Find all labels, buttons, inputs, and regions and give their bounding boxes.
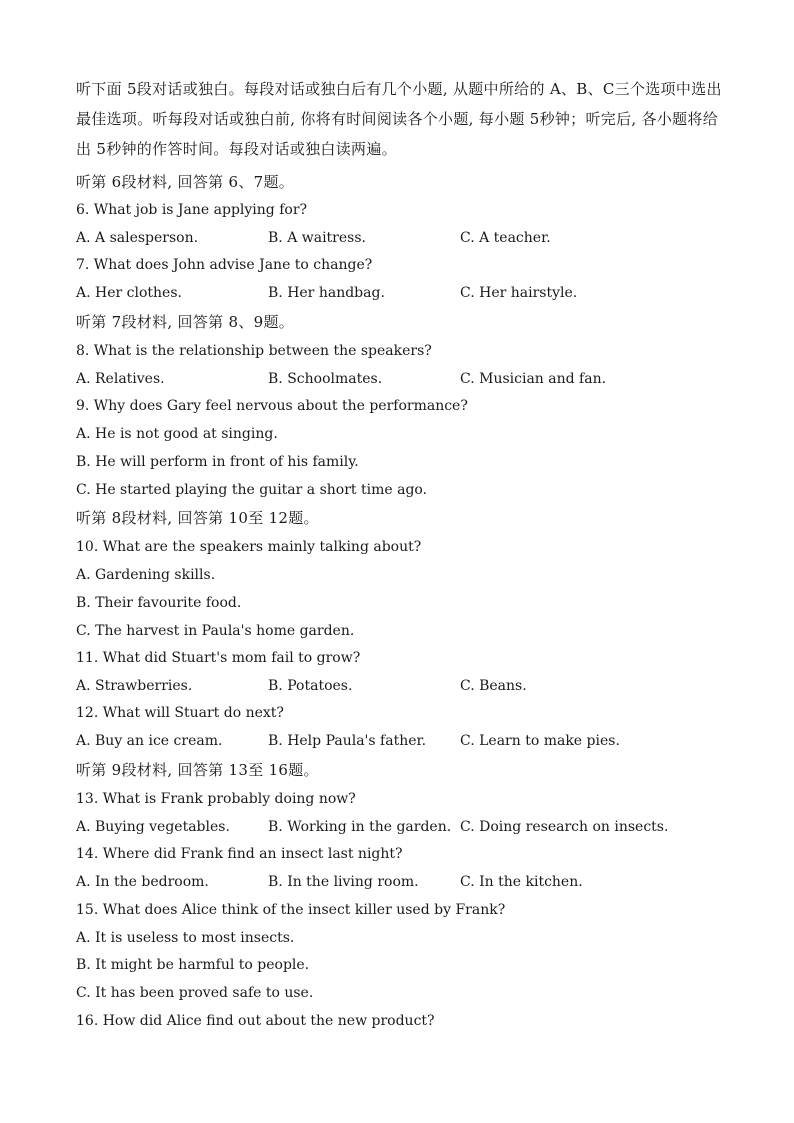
- question-7: 7. What does John advise Jane to change?: [76, 257, 373, 273]
- question-13-option-a: A. Buying vegetables.: [76, 819, 230, 835]
- question-7-option-b: B. Her handbag.: [268, 285, 385, 301]
- question-9-option-c: C. He started playing the guitar a short time ago.: [76, 482, 428, 498]
- question-8-option-b: B. Schoolmates.: [268, 371, 383, 387]
- question-13-option-c: C. Doing research on insects.: [460, 819, 669, 835]
- question-15-option-a: A. It is useless to most insects.: [76, 930, 295, 946]
- section-heading-9: 听第 9段材料, 回答第 13至 16题。: [76, 761, 319, 779]
- question-8: 8. What is the relationship between the speakers?: [76, 343, 432, 359]
- question-13: 13. What is Frank probably doing now?: [76, 791, 356, 807]
- question-8-option-a: A. Relatives.: [76, 371, 165, 387]
- question-11-option-a: A. Strawberries.: [76, 678, 193, 694]
- question-9-option-a: A. He is not good at singing.: [76, 426, 278, 442]
- question-7-option-c: C. Her hairstyle.: [460, 285, 578, 301]
- question-13-option-b: B. Working in the garden.: [268, 819, 452, 835]
- question-14-option-b: B. In the living room.: [268, 874, 419, 890]
- question-10-option-c: C. The harvest in Paula's home garden.: [76, 623, 355, 639]
- section-heading-7: 听第 7段材料, 回答第 8、9题。: [76, 313, 295, 331]
- question-10-option-a: A. Gardening skills.: [76, 567, 216, 583]
- question-10: 10. What are the speakers mainly talking about?: [76, 539, 422, 555]
- question-14-option-c: C. In the kitchen.: [460, 874, 583, 890]
- question-16: 16. How did Alice find out about the new product?: [76, 1013, 435, 1029]
- question-6-option-a: A. A salesperson.: [76, 230, 199, 246]
- question-7-option-a: A. Her clothes.: [76, 285, 182, 301]
- question-12-option-c: C. Learn to make pies.: [460, 733, 620, 749]
- question-15-option-c: C. It has been proved safe to use.: [76, 985, 314, 1001]
- question-15-option-b: B. It might be harmful to people.: [76, 957, 310, 973]
- question-12-option-b: B. Help Paula's father.: [268, 733, 427, 749]
- question-14: 14. Where did Frank find an insect last night?: [76, 846, 403, 862]
- instructions-paragraph: 听下面 5段对话或独白。每段对话或独白后有几个小题, 从题中所给的 A、B、C三个选项中选出最佳选项。听每段对话或独白前, 你将有时间阅读各个小题, 每小题 5秒钟；听完后, 各小题将给出 5秒钟的作答时间。每段对话或独白读两遍。: [76, 80, 722, 158]
- question-11-option-c: C. Beans.: [460, 678, 527, 694]
- section-heading-8: 听第 8段材料, 回答第 10至 12题。: [76, 509, 319, 527]
- question-14-option-a: A. In the bedroom.: [76, 874, 209, 890]
- question-9-option-b: B. He will perform in front of his family.: [76, 454, 359, 470]
- question-6-option-b: B. A waitress.: [268, 230, 366, 246]
- question-9: 9. Why does Gary feel nervous about the performance?: [76, 398, 468, 414]
- question-11: 11. What did Stuart's mom fail to grow?: [76, 650, 361, 666]
- question-12-option-a: A. Buy an ice cream.: [76, 733, 223, 749]
- question-10-option-b: B. Their favourite food.: [76, 595, 242, 611]
- question-15: 15. What does Alice think of the insect killer used by Frank?: [76, 902, 506, 918]
- question-8-option-c: C. Musician and fan.: [460, 371, 607, 387]
- question-6-option-c: C. A teacher.: [460, 230, 551, 246]
- question-11-option-b: B. Potatoes.: [268, 678, 353, 694]
- question-6: 6. What job is Jane applying for?: [76, 202, 308, 218]
- question-12: 12. What will Stuart do next?: [76, 705, 284, 721]
- section-heading-6: 听第 6段材料, 回答第 6、7题。: [76, 173, 295, 191]
